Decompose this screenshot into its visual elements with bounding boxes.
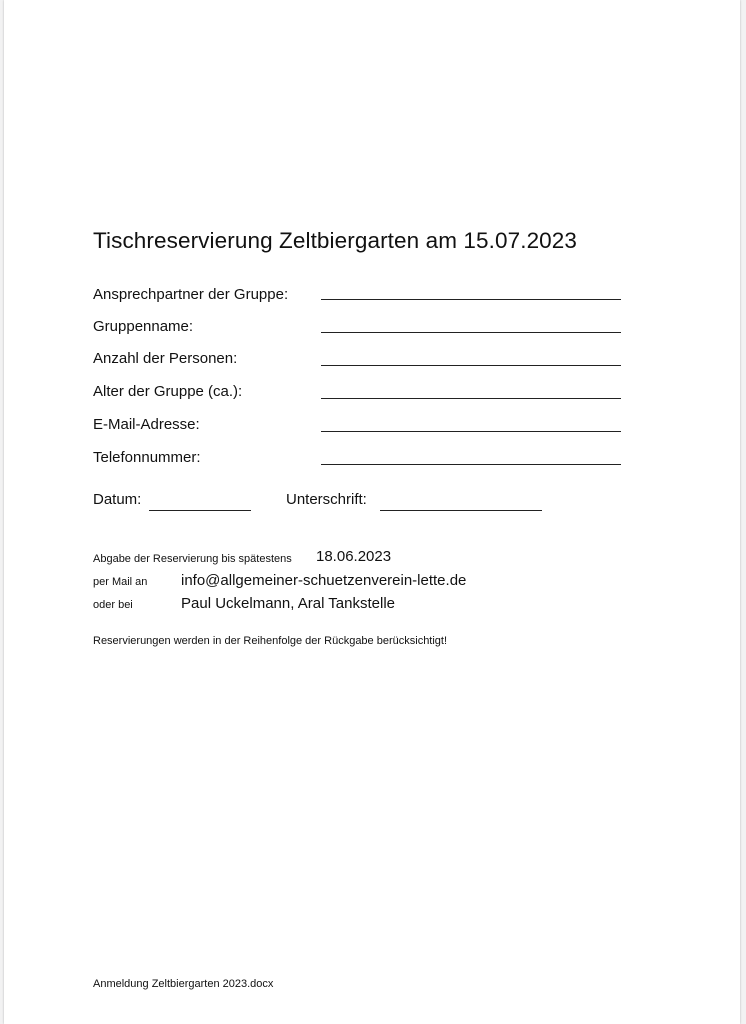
field-label-group-age: Alter der Gruppe (ca.):	[93, 383, 243, 400]
mail-address: info@allgemeiner-schuetzenverein-lette.de	[181, 572, 467, 589]
field-line-phone	[321, 464, 621, 465]
signature-label: Unterschrift:	[286, 491, 367, 508]
document-page	[4, 0, 740, 1024]
field-line-contact-person	[321, 299, 621, 300]
alt-contact: Paul Uckelmann, Aral Tankstelle	[181, 595, 395, 612]
field-label-phone: Telefonnummer:	[93, 449, 201, 466]
footer-filename: Anmeldung Zeltbiergarten 2023.docx	[93, 978, 274, 990]
deadline-text: Abgabe der Reservierung bis spätestens	[93, 553, 292, 565]
signature-line	[380, 510, 542, 511]
alt-label: oder bei	[93, 599, 133, 611]
field-label-person-count: Anzahl der Personen:	[93, 350, 238, 367]
deadline-date: 18.06.2023	[316, 548, 392, 565]
field-line-person-count	[321, 365, 621, 366]
field-label-group-name: Gruppenname:	[93, 318, 194, 335]
document-title: Tischreservierung Zeltbiergarten am 15.07.2023	[93, 228, 578, 253]
field-label-email: E-Mail-Adresse:	[93, 416, 200, 433]
field-line-group-age	[321, 398, 621, 399]
mail-label: per Mail an	[93, 576, 148, 588]
date-line	[149, 510, 251, 511]
field-label-contact-person: Ansprechpartner der Gruppe:	[93, 286, 289, 303]
field-line-group-name	[321, 332, 621, 333]
date-label: Datum:	[93, 491, 142, 508]
reservation-note: Reservierungen werden in der Reihenfolge der Rückgabe berücksichtigt!	[93, 635, 448, 647]
field-line-email	[321, 431, 621, 432]
